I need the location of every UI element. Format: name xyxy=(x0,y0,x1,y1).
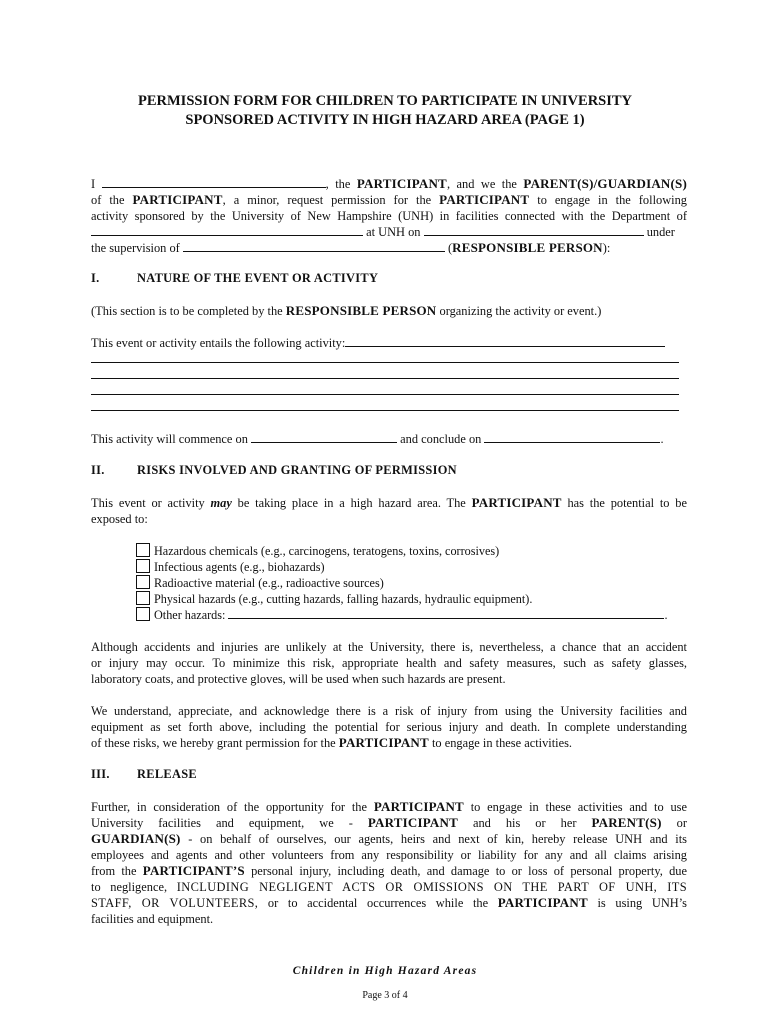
exposure-may: may xyxy=(210,496,232,510)
participant-term: PARTICIPANT xyxy=(439,192,530,207)
release-line-3 xyxy=(91,831,687,847)
release-line-7 xyxy=(91,895,687,911)
section-1-number: I. xyxy=(91,271,100,285)
activity-description-label xyxy=(91,335,687,351)
other-hazards-field[interactable] xyxy=(228,607,664,619)
exposure-mid: be taking place in a high hazard area. The xyxy=(237,496,466,510)
title-line-2: SPONSORED ACTIVITY IN HIGH HAZARD AREA (PAGE 1) xyxy=(185,112,585,128)
department-field[interactable] xyxy=(91,224,363,236)
intro-at-unh-on: at UNH on xyxy=(366,225,421,239)
release-l1-post: to engage in these activities and to use xyxy=(470,800,687,814)
section-2-number: II. xyxy=(91,463,105,477)
intro-supervision: the supervision of xyxy=(91,241,180,255)
hazard-option-radioactive[interactable] xyxy=(136,575,384,591)
exposure-pre: This event or activity xyxy=(91,496,205,510)
title-line-1: PERMISSION FORM FOR CHILDREN TO PARTICIPATE IN UNIVERSITY xyxy=(137,93,633,109)
running-footer-title: Children in High Hazard Areas xyxy=(292,965,478,977)
accidents-paragraph xyxy=(91,639,687,687)
participant-term: PARTICIPANT xyxy=(373,799,464,814)
release-line-5 xyxy=(91,863,687,879)
activity-field-line-3[interactable] xyxy=(91,378,679,379)
release-line-2 xyxy=(91,815,687,831)
commence-period: . xyxy=(660,432,664,446)
checkbox-infectious[interactable] xyxy=(136,559,150,573)
hazard-label: Hazardous chemicals (e.g., carcinogens, teratogens, toxins, corrosives) xyxy=(154,544,500,558)
accidents-line-1: Although accidents and injuries are unlikely at the University, there is, nevertheless, a chance that an accident xyxy=(91,640,687,654)
acknowledge-line-2: equipment as set forth above, including the potential for serious injury and death. In complete understanding xyxy=(91,720,687,734)
section-3-title: RELEASE xyxy=(137,767,197,781)
hazard-label: Physical hazards (e.g., cutting hazards, falling hazards, hydraulic equipment). xyxy=(154,592,533,606)
intro-line-5 xyxy=(91,240,687,256)
intro-line-3: activity sponsored by the University of New Hampshire (UNH) in facilities connected with the Department of xyxy=(91,209,687,223)
commence-date-field[interactable] xyxy=(251,431,397,443)
intro-close-paren: ): xyxy=(602,241,611,255)
exposure-line-2: exposed to: xyxy=(91,512,148,526)
entails-text: This event or activity entails the following activity: xyxy=(91,336,346,350)
participant-term: PARTICIPANT xyxy=(367,815,458,830)
note-pre: (This section is to be completed by the xyxy=(91,304,283,318)
checkbox-other[interactable] xyxy=(136,607,150,621)
activity-field-line-1[interactable] xyxy=(345,335,665,347)
acknowledge-pre: of these risks, we hereby grant permission for the xyxy=(91,736,336,750)
intro-line-2 xyxy=(91,192,687,208)
activity-field-line-4[interactable] xyxy=(91,394,679,395)
release-l1-pre: Further, in consideration of the opportunity for the xyxy=(91,800,367,814)
intro-i: I xyxy=(91,177,96,191)
release-line-6 xyxy=(91,879,687,895)
exposure-paragraph xyxy=(91,495,687,527)
activity-field-line-2[interactable] xyxy=(91,362,679,363)
intro-of-the: of the xyxy=(91,193,125,207)
activity-field-line-5[interactable] xyxy=(91,410,679,411)
release-line-4: employees and agents and other volunteers from any responsibility or liability for any and all claims arising xyxy=(91,848,687,862)
release-l5-post: personal injury, including death, and damage to or loss of personal property, due xyxy=(251,864,687,878)
release-l3-post: - on behalf of ourselves, our agents, heirs and next of kin, hereby release UNH and its xyxy=(188,832,687,846)
acknowledge-paragraph xyxy=(91,703,687,751)
release-l7-post: is using UNH’s xyxy=(597,896,687,910)
release-line-8: facilities and equipment. xyxy=(91,912,214,926)
conclude-date-field[interactable] xyxy=(484,431,660,443)
release-line-1 xyxy=(91,799,687,815)
intro-open-paren: ( xyxy=(448,241,453,255)
participant-term: PARTICIPANT xyxy=(132,192,223,207)
note-post: organizing the activity or event.) xyxy=(439,304,602,318)
intro-the: , the xyxy=(325,177,351,191)
hazard-option-physical[interactable] xyxy=(136,591,532,607)
page-number: Page 3 of 4 xyxy=(362,990,408,1001)
exposure-post: has the potential to be xyxy=(567,496,687,510)
acknowledge-post: to engage in these activities. xyxy=(431,736,573,750)
intro-paragraph xyxy=(91,176,687,256)
release-l5-pre: from the xyxy=(91,864,137,878)
acknowledge-line-1: We understand, appreciate, and acknowledge there is a risk of injury from using the University facilities and xyxy=(91,704,687,718)
hazard-option-infectious[interactable] xyxy=(136,559,325,575)
checkbox-chemicals[interactable] xyxy=(136,543,150,557)
hazard-label: Radioactive material (e.g., radioactive sources) xyxy=(154,576,384,590)
intro-line-1 xyxy=(91,176,687,192)
parents-term: PARENT(S) xyxy=(591,815,662,830)
participant-name-field[interactable] xyxy=(102,176,326,188)
release-l7-mid: or to accidental occurrences while the xyxy=(267,896,489,910)
note-responsible-person: RESPONSIBLE PERSON xyxy=(285,303,437,318)
checkbox-physical[interactable] xyxy=(136,591,150,605)
participant-term: PARTICIPANT xyxy=(497,895,588,910)
release-paragraph xyxy=(91,799,687,927)
hazard-label: Infectious agents (e.g., biohazards) xyxy=(154,560,325,574)
section-1-title: NATURE OF THE EVENT OR ACTIVITY xyxy=(137,271,379,285)
release-l7-caps: STAFF, OR VOLUNTEERS, xyxy=(91,896,259,910)
section-3-heading xyxy=(91,767,197,782)
section-2-title: RISKS INVOLVED AND GRANTING OF PERMISSION xyxy=(137,463,457,477)
checkbox-radioactive[interactable] xyxy=(136,575,150,589)
commence-line xyxy=(91,431,687,447)
intro-and-we: , and we the xyxy=(446,177,517,191)
hazard-option-chemicals[interactable] xyxy=(136,543,499,559)
section-3-number: III. xyxy=(91,767,110,781)
accidents-line-3: laboratory coats, and protective gloves, will be used when such hazards are present. xyxy=(91,672,506,686)
hazard-option-other[interactable] xyxy=(136,607,668,623)
release-l6-caps: INCLUDING NEGLIGENT ACTS OR OMISSIONS ON THE PART OF UNH, ITS xyxy=(176,880,687,894)
release-l6-pre: to negligence, xyxy=(91,880,168,894)
commence-text: This activity will commence on xyxy=(91,432,248,446)
participant-term: PARTICIPANT xyxy=(471,495,562,510)
release-l2-post: or xyxy=(676,816,687,830)
intro-line-4 xyxy=(91,224,687,240)
accidents-line-2: or injury may occur. To minimize this risk, appropriate health and safety measures, such as safety glasses, xyxy=(91,656,687,670)
release-l2-mid: and his or her xyxy=(472,816,577,830)
section-2-heading xyxy=(91,463,457,478)
intro-a-minor: , a minor, request permission for the xyxy=(222,193,432,207)
section-1-note xyxy=(91,303,687,319)
participants-term: PARTICIPANT’S xyxy=(142,863,245,878)
participant-term: PARTICIPANT xyxy=(356,176,447,191)
guardians-term: GUARDIAN(S) xyxy=(91,831,181,846)
participant-term: PARTICIPANT xyxy=(338,735,429,750)
intro-to-engage: to engage in the following xyxy=(537,193,687,207)
release-l2-pre: University facilities and equipment, we - xyxy=(91,816,353,830)
intro-under: under xyxy=(646,225,675,239)
section-1-heading xyxy=(91,271,378,286)
responsible-person-field[interactable] xyxy=(183,240,445,252)
parent-guardian-term: PARENT(S)/GUARDIAN(S) xyxy=(523,176,687,191)
date-field[interactable] xyxy=(424,224,644,236)
acknowledge-line-3 xyxy=(91,735,687,751)
other-period: . xyxy=(664,608,668,622)
conclude-text: and conclude on xyxy=(400,432,482,446)
page-title xyxy=(0,92,770,130)
hazard-label: Other hazards: xyxy=(154,608,226,622)
responsible-person-term: RESPONSIBLE PERSON xyxy=(452,240,603,255)
exposure-line-1 xyxy=(91,495,687,511)
